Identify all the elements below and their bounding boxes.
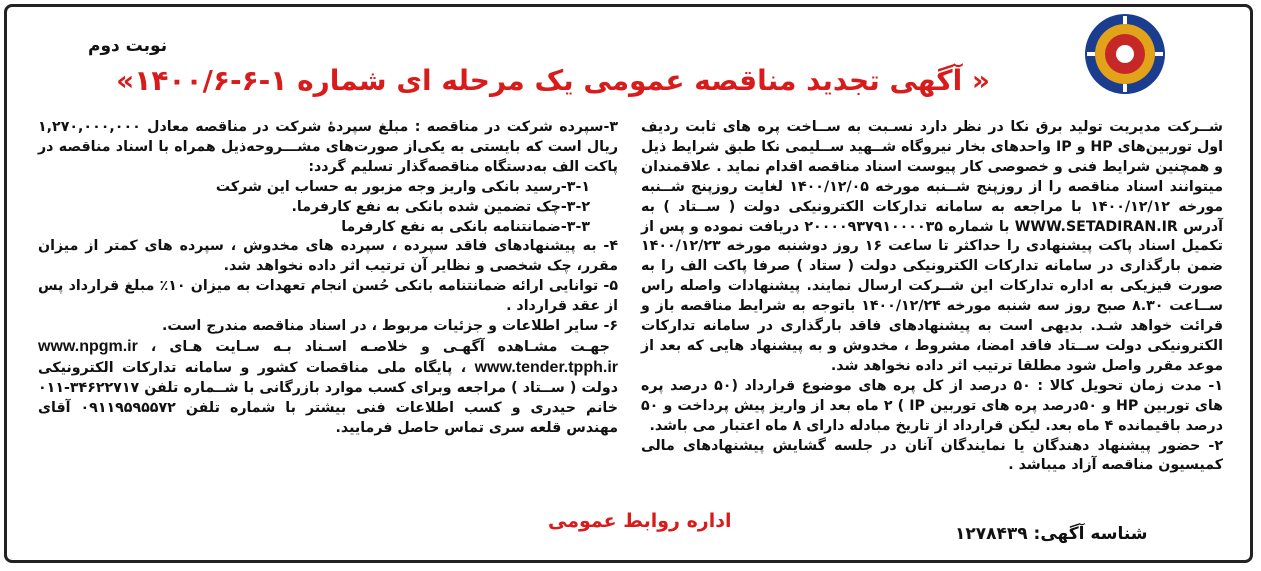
visit-text-a: جهـت مشـاهده آگهـی و خلاصـه اسـناد بـه سـایت هـای <box>169 338 610 355</box>
visit-paragraph: جهـت مشـاهده آگهـی و خلاصـه اسـناد بـه سـایت هـای www.npgm.ir ، www.tender.tpph.ir ، پایگاه ملی مناقصات کشور و سامانه تدارکات الکترونیکی دولت ( ســتاد ) مراجعه وبرای کسب موارد بازرگانی با شــماره تلفن ۳۴۶۲۲۷۱۷-۰۱۱ خانم حیدری و کسب اطلاعات فنی بیشتر با شماره تلفن ۰۹۱۱۹۵۹۵۵۷۲ آقای مهندس قلعه سری تماس حاصل فرمایید. <box>38 337 618 436</box>
item-6: ۶- سایر اطلاعات و جزئیات مربوط ، در اسناد مناقصه مندرج است. <box>162 318 618 335</box>
company-logo <box>1083 12 1167 96</box>
left-column <box>38 118 618 439</box>
intro-paragraph: شــرکت مدیریت تولید برق نکا در نظر دارد نسـبت به ســاخت پره های ثابت ردیف اول توربین‌های HP و IP واحدهای بخار نیروگاه شــهید ســلیمی نکا طبق شرایط ذیل و همچنین شرایط فنی و خصوصی کار پیوست اسناد مناقصه اقدام نماید . علاقمندان میتوانند اسناد مناقصه را از روزپنج شــنبه مورخه ۱۴۰۰/۱۲/۰۵ لغایت روزپنج شــنبه مورخه ۱۴۰۰/۱۲/۱۲ با مراجعه به سامانه تدارکات الکترونیکی دولت ( ســتاد ) به آدرس WWW.SETADIRAN.IR با شماره ۲۰۰۰۰۹۳۷۹۱۰۰۰۰۳۵ دریافت نموده و پس از تکمیل اسناد پاکت پیشنهادی را حداکثر تا ساعت ۱۶ روز دوشنبه مورخه ۱۴۰۰/۱۲/۲۳ ضمن بارگذاری در سامانه تدارکات الکترونیکی دولت ( ستاد ) صرفا پاکت الف را به صورت فیزیکی به اداره تدارکات این شــرکت ارسال نمایند. پیشنهادات واصله راس ســاعت ۸.۳۰ صبح روز سه شنبه مورخه ۱۴۰۰/۱۲/۲۴ باتوجه به شرایط مناقصه باز و قرائت خواهد شـد. بدیهی است به پیشنهادهای فاقد بارگذاری در سامانه تدارکات الکترونیکی دولت ســتاد فاقد امضا، مشروط ، مخدوش و به پیشنهاد هایی که بعد از موعد مقرر واصل شود مطلقا ترتیب اثر داده نخواهد شد. <box>641 119 1224 374</box>
department-signature: اداره روابط عمومی <box>548 510 732 532</box>
item-3: ۳-سپرده شرکت در مناقصه : مبلغ سپردهٔ شرکت در مناقصه معادل ۱,۲۷۰,۰۰۰,۰۰۰ ریال است که بایستی به یکی‌از صورت‌های مشـــروحه‌ذیل همراه با اسناد مناقصه در پاکت الف به‌دستگاه مناقصه‌گذار تسلیم گردد: <box>38 119 618 175</box>
page-title: « آگهی تجدید مناقصه عمومی یک مرحله ای شماره ۱-۶-۱۴۰۰/۶» <box>116 64 990 97</box>
website-link-tender[interactable]: www.tender.tpph.ir <box>474 358 618 376</box>
round-label: نوبت دوم <box>88 36 168 56</box>
visit-text-b: ، پایگاه ملی مناقصات کشور و سامانه تدارکات الکترونیکی دولت ( ســتاد ) مراجعه وبرای کسب موارد بازرگانی با شــماره تلفن ۳۴۶۲۲۷۱۷-۰۱۱ خانم حیدری و کسب اطلاعات فنی بیشتر با شماره تلفن ۰۹۱۱۹۵۹۵۵۷۲ آقای مهندس قلعه سری تماس حاصل فرمایید. <box>38 359 618 436</box>
item-3-1: ۳-۱-رسید بانکی واریز وجه مزبور به حساب این شرکت <box>215 178 590 195</box>
item-4: ۴- به پیشنهادهای فاقد سپرده ، سپرده های مخدوش ، سپرده های کمتر از میزان مقرر، چک شخصی و نظایر آن ترتیب اثر داده نخواهد شد. <box>38 238 618 275</box>
item-3-3: ۳-۳-ضمانتنامه بانکی به نفع کارفرما <box>341 218 590 235</box>
item-2: ۲- حضور پیشنهاد دهندگان یا نمایندگان آنان در جلسه گشایش پیشنهادهای مالی کمیسیون مناقصه آزاد میباشد . <box>641 437 1223 474</box>
website-link-npgm[interactable]: www.npgm.ir <box>38 337 138 355</box>
item-1: ۱- مدت زمان تحویل کالا : ۵۰ درصد از کل پره های موضوع قرارداد (۵۰ درصد پره های توربین HP و ۵۰درصد پره های توربین IP ) ۲ ماه بعد از واریز پیش پرداخت و ۵۰ درصد باقیمانده ۴ ماه بعد. لیکن قرارداد از تاریخ مبادله دارای ۸ ماه اعتبار می باشد. <box>641 377 1223 434</box>
item-3-2: ۳-۲-چک تضمین شده بانکی به نفع کارفرما. <box>291 198 590 215</box>
item-5: ۵- توانایی ارائه ضمانتنامه بانکی حُسن انجام تعهدات به میزان ۱۰٪ مبلغ قرارداد پس از عقد قرارداد . <box>38 278 618 315</box>
right-column <box>641 118 1223 476</box>
ad-id: شناسه آگهی: ۱۲۷۸۴۳۹ <box>955 524 1148 544</box>
